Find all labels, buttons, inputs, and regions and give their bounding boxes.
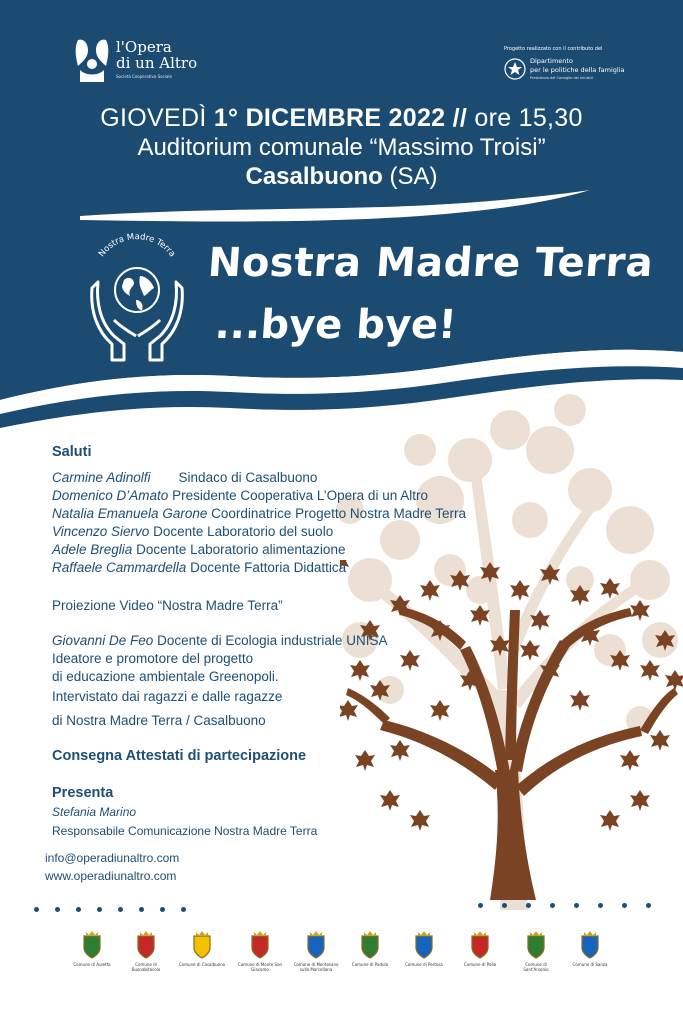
tree-illustration	[340, 560, 683, 900]
speaker-name: Adele Breglia	[52, 542, 133, 557]
brush-stroke-divider	[80, 188, 600, 228]
crest-polla	[456, 930, 504, 967]
speaker-name: Raffaele Cammardella	[52, 560, 187, 575]
speaker-role: Presidente Cooperativa L’Opera di un Altro	[172, 488, 428, 503]
separator-dot	[139, 907, 144, 912]
opera-di-un-altro-logo	[72, 36, 202, 86]
event-date	[0, 104, 683, 133]
sponsor-top: Progetto realizzato con il contributo del	[504, 46, 603, 52]
emblem-text: Nostra Madre Terra	[96, 232, 178, 260]
crest-label: Comune di Auletta	[73, 962, 111, 967]
crest-sant-arsenio	[512, 930, 560, 972]
contact-email[interactable]: info@operadiunaltro.com	[45, 851, 180, 865]
dotted-separator-right	[478, 903, 658, 911]
crest-label: Comune di Monte San Giacomo	[237, 962, 283, 972]
crest-buonabitacolo	[122, 930, 170, 972]
separator-dot	[34, 907, 39, 912]
separator-dot	[646, 903, 651, 908]
guest-name: Giovanni De Feo	[52, 633, 154, 648]
svg-text:Nostra Madre Terra	[97, 232, 177, 259]
speaker-row	[52, 560, 346, 575]
separator-dot	[598, 903, 603, 908]
coat-of-arms-icon	[191, 930, 213, 960]
coat-of-arms-icon	[525, 930, 547, 960]
logo-sub: Società Cooperativa Sociale	[116, 74, 172, 79]
hands-globe-icon	[78, 232, 196, 366]
presenter-role: Responsabile Comunicazione Nostra Madre Terra	[52, 824, 318, 838]
speaker-role: Docente Fattoria Didattica	[190, 560, 347, 575]
separator-dot	[181, 907, 186, 912]
sponsor-sub: Presidenza del Consiglio dei ministri	[530, 76, 594, 80]
consegna-heading: Consegna Attestati di partecipazione	[52, 748, 307, 764]
crest-label: Comune di Buonabitacolo	[131, 962, 161, 972]
separator-dot	[97, 907, 102, 912]
event-venue: Auditorium comunale “Massimo Troisi”	[137, 134, 546, 161]
presenter-name: Stefania Marino	[52, 805, 137, 819]
coat-of-arms-icon	[579, 930, 601, 960]
speaker-row	[52, 542, 345, 557]
event-date-separator: //	[452, 104, 468, 132]
guest-role: Docente di Ecologia industriale UNISA	[157, 633, 388, 648]
crest-sanza	[566, 930, 614, 967]
crest-monte-san-giacomo	[236, 930, 284, 972]
event-town	[0, 163, 683, 191]
separator-dot	[574, 903, 579, 908]
coat-of-arms-icon	[135, 930, 157, 960]
saluti-heading: Saluti	[52, 444, 92, 460]
italian-republic-emblem-icon	[504, 58, 526, 80]
video-projection: Proiezione Video “Nostra Madre Terra”	[52, 598, 283, 613]
coat-of-arms-icon	[249, 930, 271, 960]
speaker-role: Coordinatrice Progetto Nostra Madre Terra	[211, 506, 466, 521]
coat-of-arms-icon	[305, 930, 327, 960]
speaker-name: Carmine Adinolfi	[52, 470, 151, 485]
speaker-role: Sindaco di Casalbuono	[178, 470, 318, 485]
speaker-row	[52, 524, 333, 539]
crest-label: Comune di Sanza	[572, 962, 608, 967]
separator-dot	[160, 907, 165, 912]
crest-label: Comune di Casalbuono	[178, 962, 226, 967]
dotted-separator-left	[34, 907, 194, 915]
logo-line2: di un Altro	[116, 54, 198, 72]
guest-row	[52, 633, 387, 648]
crest-pertosa	[400, 930, 448, 967]
separator-dot	[118, 907, 123, 912]
event-title-line2: ...bye bye!	[213, 302, 459, 348]
crest-padula	[346, 930, 394, 967]
crest-casalbuono	[178, 930, 226, 967]
separator-dot	[622, 903, 627, 908]
sponsor-line1: Dipartimento	[530, 57, 573, 65]
separator-dot	[55, 907, 60, 912]
coat-of-arms-icon	[469, 930, 491, 960]
separator-dot	[478, 903, 483, 908]
interview-line2: di Nostra Madre Terra / Casalbuono	[52, 713, 266, 728]
sponsor-line2: per le politiche della famiglia	[530, 66, 625, 74]
coat-of-arms-icon	[81, 930, 103, 960]
speaker-role: Docente Laboratorio alimentazione	[136, 542, 346, 557]
interview-line1: Intervistato dai ragazzi e dalle ragazze	[52, 689, 283, 704]
presenta-heading: Presenta	[52, 785, 114, 801]
nostra-madre-terra-emblem	[78, 232, 196, 366]
crest-label: Comune di Sant'Arsenio	[523, 962, 549, 972]
event-time: ore 15,30	[474, 104, 583, 132]
logo-line1: l'Opera	[116, 38, 172, 56]
speaker-name: Domenico D’Amato	[52, 488, 169, 503]
guest-line2: Ideatore e promotore del progetto	[52, 651, 254, 666]
speaker-name: Natalia Emanuela Garone	[52, 506, 208, 521]
crest-montesano	[292, 930, 340, 972]
separator-dot	[550, 903, 555, 908]
coat-of-arms-icon	[359, 930, 381, 960]
crest-label: Comune di Montesano sulla Marcellana	[293, 962, 339, 972]
guest-line3: di educazione ambientale Greenopoli.	[52, 669, 279, 684]
crest-label: Comune di Padula	[351, 962, 389, 967]
sponsor-block	[504, 46, 654, 86]
crest-label: Comune di Polla	[463, 962, 497, 967]
speaker-role: Docente Laboratorio del suolo	[153, 524, 334, 539]
event-town-name: Casalbuono	[245, 163, 383, 190]
speaker-row	[52, 506, 466, 521]
speaker-row	[52, 470, 317, 485]
speaker-row	[52, 488, 428, 503]
contact-website[interactable]: www.operadiunaltro.com	[45, 869, 177, 883]
opera-logo-mark-icon	[72, 36, 112, 84]
separator-dot	[502, 903, 507, 908]
separator-dot	[76, 907, 81, 912]
event-day: GIOVEDÌ	[100, 104, 207, 132]
crest-label: Comune di Pertosa	[405, 962, 443, 967]
coat-of-arms-icon	[413, 930, 435, 960]
crest-auletta	[68, 930, 116, 967]
separator-dot	[526, 903, 531, 908]
event-date-main: 1° DICEMBRE 2022	[213, 104, 446, 132]
speaker-name: Vincenzo Siervo	[52, 524, 150, 539]
event-title-line1: Nostra Madre Terra	[206, 240, 655, 286]
event-town-province: (SA)	[389, 163, 438, 190]
